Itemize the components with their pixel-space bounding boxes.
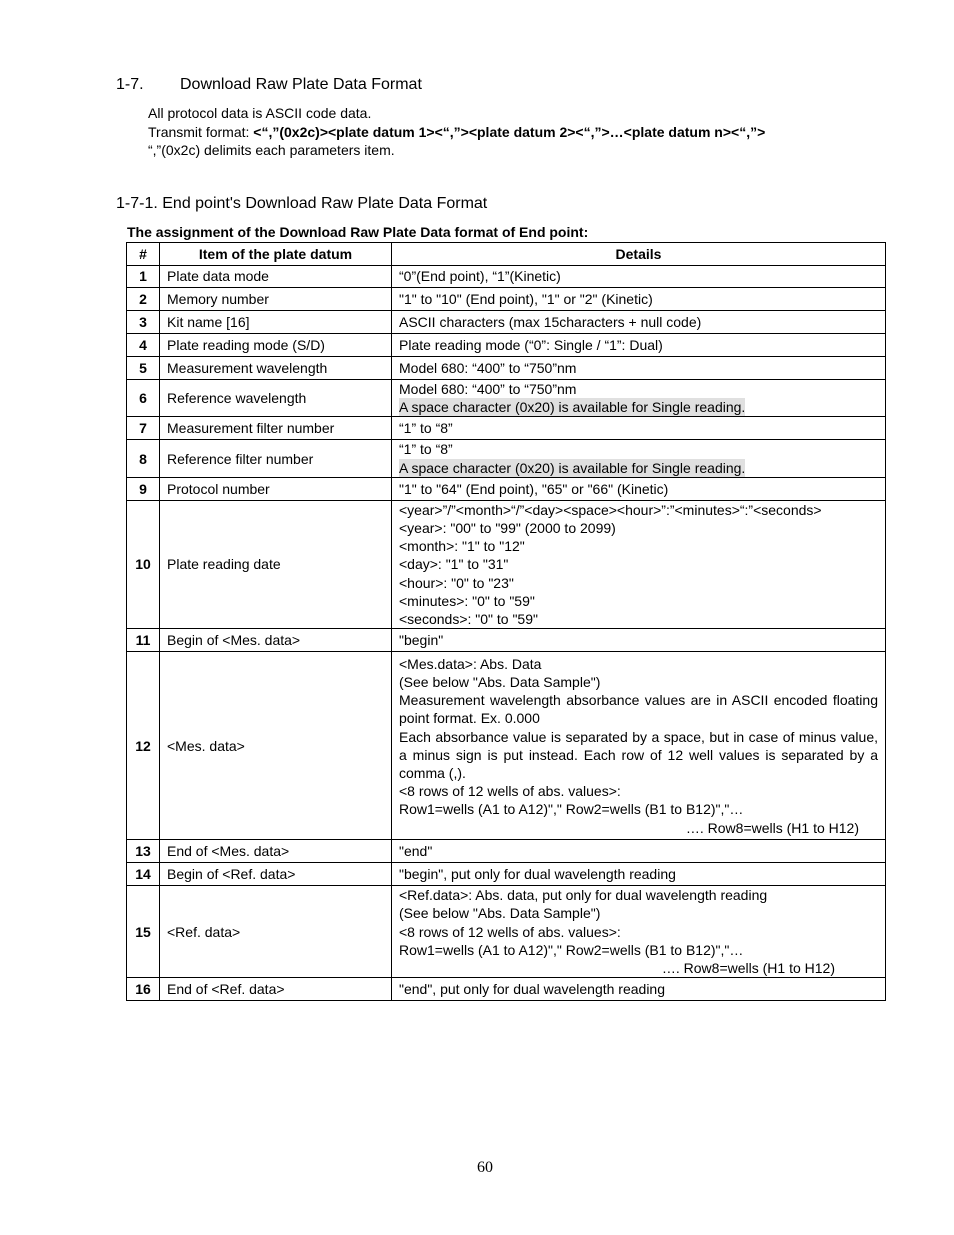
table-row: [127, 417, 886, 440]
row-item: Begin of <Ref. data>: [160, 863, 392, 886]
details-line: “1” to “8”: [399, 441, 453, 458]
row-details: [392, 357, 886, 380]
row-details: [392, 440, 886, 477]
subsection-heading: 1-7-1. End point's Download Raw Plate Data Format: [116, 195, 488, 212]
row-item: Plate reading date: [160, 500, 392, 628]
table-body: [127, 266, 886, 1001]
details-line: “0”(End point), “1”(Kinetic): [399, 268, 561, 285]
row-number: 11: [127, 629, 160, 652]
table-row: [127, 440, 886, 477]
details-line: Row1=wells (A1 to A12)"," Row2=wells (B1 to B12)","…: [399, 941, 744, 958]
row-details: [392, 629, 886, 652]
row-number: 4: [127, 334, 160, 357]
row-item: Reference filter number: [160, 440, 392, 477]
details-line: <month>: "1" to "12": [399, 538, 525, 555]
details-line: <year>: "00" to "99" (2000 to 2099): [399, 520, 616, 537]
row-details: [392, 311, 886, 334]
details-line: …. Row8=wells (H1 to H12): [685, 819, 859, 836]
details-line: (See below "Abs. Data Sample"): [399, 905, 601, 922]
row-details: [392, 334, 886, 357]
row-number: 8: [127, 440, 160, 477]
table-row: [127, 886, 886, 978]
details-line: <hour>: "0" to "23": [399, 574, 514, 591]
table-row: [127, 840, 886, 863]
row-item: Reference wavelength: [160, 380, 392, 417]
details-line: Each absorbance value is separated by a space, but in case of minus value, a minus sign is put instead. Each row of 12 well values is separated by a comma (,).: [399, 728, 878, 781]
table-row: [127, 334, 886, 357]
row-item: Begin of <Mes. data>: [160, 629, 392, 652]
row-details: [392, 840, 886, 863]
row-number: 14: [127, 863, 160, 886]
table-row: [127, 311, 886, 334]
intro-line-3: “,”(0x2c) delimits each parameters item.: [148, 142, 395, 158]
transmit-format-value: <“,”(0x2c)><plate datum 1><“,”><plate datum 2><“,”>…<plate datum n><“,”>: [253, 123, 766, 140]
row-number: 6: [127, 380, 160, 417]
row-details: [392, 417, 886, 440]
details-line: <year>”/”<month>“/”<day><space><hour>”:”<minutes>“:”<seconds>: [399, 501, 822, 518]
table-row: [127, 978, 886, 1001]
row-number: 12: [127, 652, 160, 840]
row-details: [392, 477, 886, 500]
details-line: A space character (0x20) is available for Single reading.: [399, 459, 746, 476]
details-line: ASCII characters (max 15characters + null code): [399, 313, 702, 330]
row-number: 3: [127, 311, 160, 334]
table-row: [127, 500, 886, 628]
details-line: <day>: "1" to "31": [399, 556, 509, 573]
details-line: "begin": [399, 632, 444, 649]
row-item: End of <Ref. data>: [160, 978, 392, 1001]
page-number: 60: [477, 1159, 493, 1176]
table-row: [127, 288, 886, 311]
details-line: …. Row8=wells (H1 to H12): [661, 960, 835, 977]
row-item: Protocol number: [160, 477, 392, 500]
row-details: [392, 886, 886, 978]
details-line: <minutes>: "0" to "59": [399, 592, 535, 609]
table-caption: The assignment of the Download Raw Plate Data format of End point:: [127, 224, 589, 240]
row-item: <Mes. data>: [160, 652, 392, 840]
intro-line-1: All protocol data is ASCII code data.: [148, 105, 372, 121]
row-number: 16: [127, 978, 160, 1001]
details-line: Plate reading mode (“0”: Single / “1”: Dual): [399, 336, 663, 353]
row-number: 15: [127, 886, 160, 978]
table-row: [127, 477, 886, 500]
row-item: Measurement filter number: [160, 417, 392, 440]
details-line: <Mes.data>: Abs. Data: [399, 655, 542, 672]
row-number: 5: [127, 357, 160, 380]
row-item: End of <Mes. data>: [160, 840, 392, 863]
row-item: Measurement wavelength: [160, 357, 392, 380]
table-header-row: [127, 243, 886, 266]
details-line: "1" to "64" (End point), "65" or "66" (Kinetic): [399, 480, 669, 497]
transmit-format-label: Transmit format:: [148, 123, 254, 140]
intro-line-2: [148, 123, 765, 142]
row-details: [392, 652, 886, 840]
row-number: 2: [127, 288, 160, 311]
table-row: [127, 652, 886, 840]
row-number: 13: [127, 840, 160, 863]
row-item: Memory number: [160, 288, 392, 311]
row-details: [392, 288, 886, 311]
header-num: #: [127, 243, 160, 266]
row-item: <Ref. data>: [160, 886, 392, 978]
details-line: <8 rows of 12 wells of abs. values>:: [399, 923, 621, 940]
details-line: A space character (0x20) is available for Single reading.: [399, 399, 746, 416]
row-number: 9: [127, 477, 160, 500]
row-number: 10: [127, 500, 160, 628]
header-item: Item of the plate datum: [160, 243, 392, 266]
details-line: <8 rows of 12 wells of abs. values>:: [399, 783, 621, 800]
details-line: Row1=wells (A1 to A12)"," Row2=wells (B1 to B12)","…: [399, 801, 744, 818]
table-row: [127, 629, 886, 652]
row-item: Kit name [16]: [160, 311, 392, 334]
table-row: [127, 380, 886, 417]
table-row: [127, 266, 886, 288]
row-details: [392, 266, 886, 288]
row-details: [392, 978, 886, 1001]
section-number: 1-7.: [116, 76, 144, 93]
details-line: Measurement wavelength absorbance values are in ASCII encoded floating point format. Ex. 0.000: [399, 692, 878, 727]
table-row: [127, 357, 886, 380]
section-heading: [116, 76, 422, 94]
header-details: Details: [392, 243, 886, 266]
row-number: 1: [127, 266, 160, 288]
details-line: “1” to “8”: [399, 420, 453, 437]
details-line: Model 680: “400” to “750”nm: [399, 381, 577, 397]
details-line: "begin", put only for dual wavelength reading: [399, 866, 676, 883]
row-item: Plate reading mode (S/D): [160, 334, 392, 357]
row-details: [392, 863, 886, 886]
section-title: Download Raw Plate Data Format: [180, 76, 422, 93]
plate-data-format-table: [126, 242, 886, 1001]
row-details: [392, 500, 886, 628]
details-line: "end": [399, 843, 433, 860]
row-number: 7: [127, 417, 160, 440]
intro-text: [148, 104, 765, 160]
row-details: [392, 380, 886, 417]
details-line: "1" to "10" (End point), "1" or "2" (Kinetic): [399, 290, 653, 307]
details-line: Model 680: “400” to “750”nm: [399, 359, 577, 376]
row-item: Plate data mode: [160, 266, 392, 288]
table-row: [127, 863, 886, 886]
details-line: "end", put only for dual wavelength reading: [399, 981, 666, 998]
details-line: <seconds>: "0" to "59": [399, 611, 538, 628]
details-line: (See below "Abs. Data Sample"): [399, 673, 601, 690]
details-line: <Ref.data>: Abs. data, put only for dual wavelength reading: [399, 887, 768, 904]
